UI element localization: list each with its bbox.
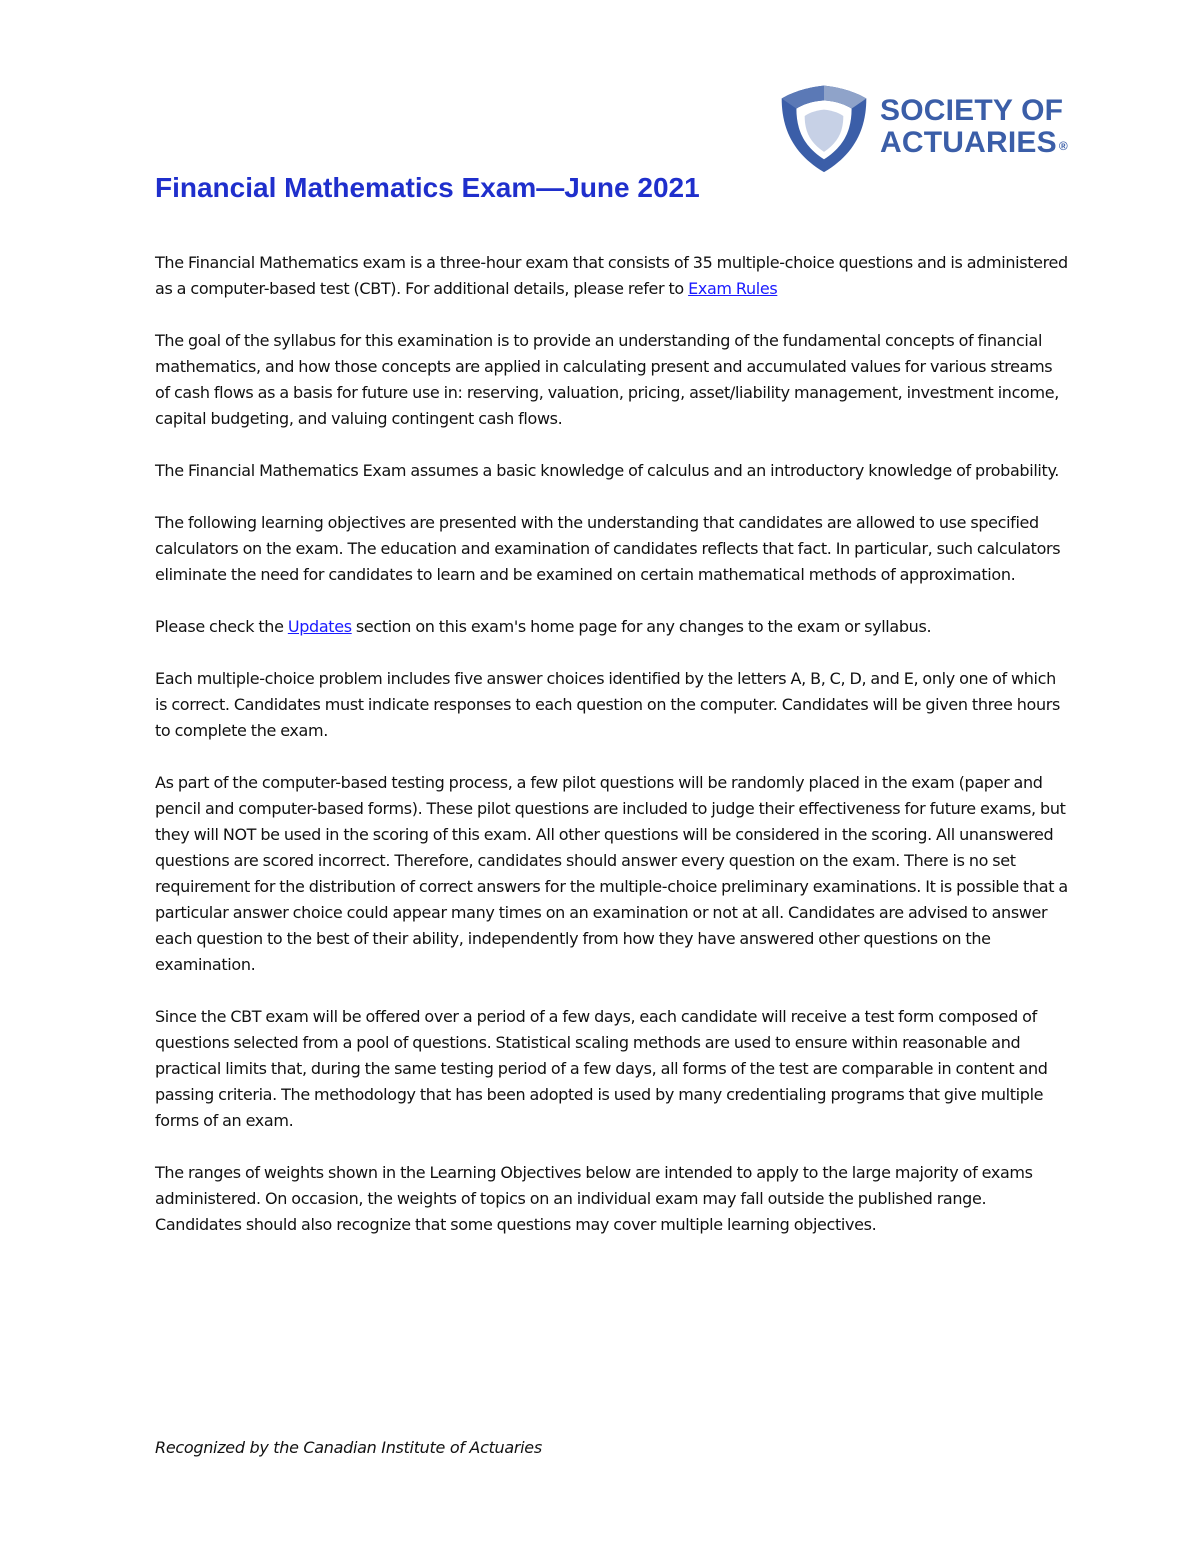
paragraph-updates xyxy=(155,614,1070,640)
paragraph-syllabus-goal: The goal of the syllabus for this examination is to provide an understanding of the fundamental concepts of financial mathematics, and how those concepts are applied in calculating present and accumulated values for various streams of cash flows as a basis for future use in: reserving, valuation, pricing, asset/liability management, investment income, capital budgeting, and valuing contingent cash flows. xyxy=(155,331,1059,428)
paragraph-text: section on this exam's home page for any changes to the exam or syllabus. xyxy=(351,617,932,636)
paragraph-calculators: The following learning objectives are presented with the understanding that candidates are allowed to use specified calculators on the exam. The education and examination of candidates reflects that fact. In particular, such calculators eliminate the need for candidates to learn and be examined on certain mathematical methods of approximation. xyxy=(155,513,1061,584)
registered-mark: ® xyxy=(1058,138,1068,153)
document-body xyxy=(155,250,1070,1264)
paragraph-text: Please check the xyxy=(155,617,288,636)
paragraph-answer-choices: Each multiple-choice problem includes five answer choices identified by the letters A, B, C, D, and E, only one of which is correct. Candidates must indicate responses to each question on the computer. Candidates will be given three hours to complete the exam. xyxy=(155,669,1060,740)
soa-logo xyxy=(778,82,1078,174)
shield-logo-icon xyxy=(778,82,870,174)
page-title: Financial Mathematics Exam—June 2021 xyxy=(155,172,700,203)
logo-line-1: SOCIETY OF xyxy=(880,93,1064,127)
paragraph-text: The Financial Mathematics exam is a three-hour exam that consists of 35 multiple-choice questions and is administered as a computer-based test (CBT). For additional details, please refer to xyxy=(155,253,1068,298)
paragraph-weights: The ranges of weights shown in the Learning Objectives below are intended to apply to the large majority of exams administered. On occasion, the weights of topics on an individual exam may fall outside the published range. Candidates should also recognize that some questions may cover multiple learning objectives. xyxy=(155,1163,1033,1234)
updates-link[interactable]: Updates xyxy=(287,617,352,636)
exam-rules-link[interactable]: Exam Rules xyxy=(688,279,778,298)
paragraph-prerequisites: The Financial Mathematics Exam assumes a basic knowledge of calculus and an introductory knowledge of probability. xyxy=(155,461,1060,480)
paragraph-exam-overview xyxy=(155,250,1070,302)
logo-wordmark xyxy=(880,95,1068,162)
paragraph-test-forms: Since the CBT exam will be offered over a period of a few days, each candidate will receive a test form composed of questions selected from a pool of questions. Statistical scaling methods are used to ensure within reasonable and practical limits that, during the same testing period of a few days, all forms of the test are comparable in content and passing criteria. The methodology that has been adopted is used by many credentialing programs that give multiple forms of an exam. xyxy=(155,1007,1048,1130)
footer-recognition: Recognized by the Canadian Institute of Actuaries xyxy=(155,1438,542,1457)
logo-line-2: ACTUARIES xyxy=(880,125,1057,159)
paragraph-pilot-questions: As part of the computer-based testing process, a few pilot questions will be randomly placed in the exam (paper and pencil and computer-based forms). These pilot questions are included to judge their effectiveness for future exams, but they will NOT be used in the scoring of this exam. All other questions will be considered in the scoring. All unanswered questions are scored incorrect. Therefore, candidates should answer every question on the exam. There is no set requirement for the distribution of correct answers for the multiple-choice preliminary examinations. It is possible that a particular answer choice could appear many times on an examination or not at all. Candidates are advised to answer each question to the best of their ability, independently from how they have answered other questions on the examination. xyxy=(155,773,1068,974)
